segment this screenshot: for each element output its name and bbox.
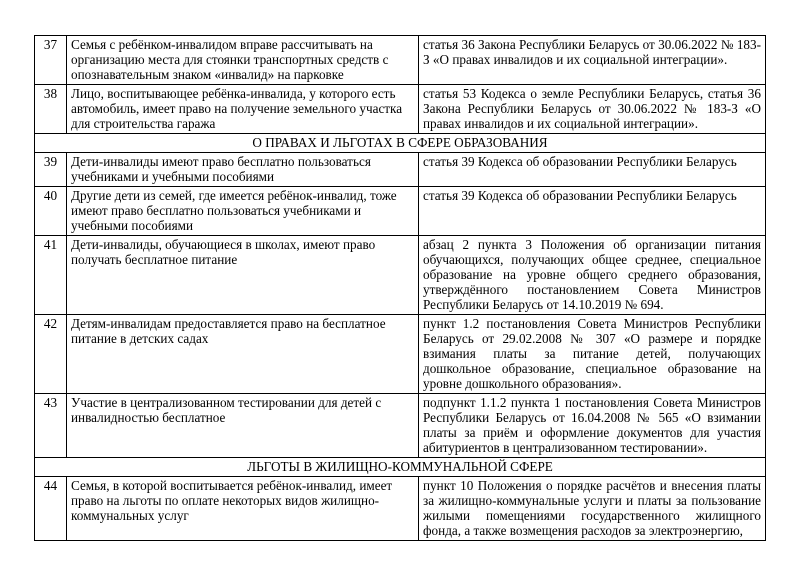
row-legal-basis: подпункт 1.1.2 пункта 1 постановления Совета Министров Республики Беларусь от 16.04.2008 № 565 «О взимании платы за приём и оформление документов для участия абитуриентов в централизованном тестировании». (419, 394, 766, 458)
table-row (35, 394, 766, 458)
row-legal-basis: статья 36 Закона Республики Беларусь от 30.06.2022 № 183-З «О правах инвалидов и их социальной интеграции». (419, 36, 766, 85)
row-number: 39 (35, 153, 67, 187)
table-row (35, 315, 766, 394)
table-row (35, 85, 766, 134)
row-legal-basis: статья 39 Кодекса об образовании Республики Беларусь (419, 187, 766, 236)
row-description: Дети-инвалиды имеют право бесплатно пользоваться учебниками и учебными пособиями (67, 153, 419, 187)
legal-table (34, 35, 766, 541)
row-legal-basis: абзац 2 пункта 3 Положения об организации питания обучающихся, получающих общее среднее, специальное образование на уровне общего среднего образования, утверждённого постановлением Совета Министров Республики Беларусь от 14.10.2019 № 694. (419, 236, 766, 315)
row-legal-basis: статья 53 Кодекса о земле Республики Беларусь, статья 36 Закона Республики Беларусь от 30.06.2022 № 183-З «О правах инвалидов и их социальной интеграции». (419, 85, 766, 134)
table-row (35, 477, 766, 541)
row-number: 43 (35, 394, 67, 458)
row-description: Детям-инвалидам предоставляется право на бесплатное питание в детских садах (67, 315, 419, 394)
row-description: Лицо, воспитывающее ребёнка-инвалида, у которого есть автомобиль, имеет право на получение земельного участка для строительства гаража (67, 85, 419, 134)
row-description: Семья с ребёнком-инвалидом вправе рассчитывать на организацию места для стоянки транспортных средств с опознавательным знаком «инвалид» на парковке (67, 36, 419, 85)
row-number: 42 (35, 315, 67, 394)
table-row (35, 187, 766, 236)
row-description: Участие в централизованном тестировании для детей с инвалидностью бесплатное (67, 394, 419, 458)
row-number: 40 (35, 187, 67, 236)
section-header-row (35, 458, 766, 477)
row-legal-basis: статья 39 Кодекса об образовании Республики Беларусь (419, 153, 766, 187)
row-legal-basis: пункт 10 Положения о порядке расчётов и внесения платы за жилищно-коммунальные услуги и платы за пользование жилыми помещениями государственного жилищного фонда, а также возмещения расходов за электроэнергию, (419, 477, 766, 541)
row-number: 38 (35, 85, 67, 134)
section-title: О ПРАВАХ И ЛЬГОТАХ В СФЕРЕ ОБРАЗОВАНИЯ (35, 134, 766, 153)
row-description: Дети-инвалиды, обучающиеся в школах, имеют право получать бесплатное питание (67, 236, 419, 315)
row-description: Семья, в которой воспитывается ребёнок-инвалид, имеет право на льготы по оплате некоторых видов жилищно-коммунальных услуг (67, 477, 419, 541)
row-legal-basis: пункт 1.2 постановления Совета Министров Республики Беларусь от 29.02.2008 № 307 «О размере и порядке взимания платы за питание детей, получающих дошкольное образование, специальное образование на уровне дошкольного образования». (419, 315, 766, 394)
row-description: Другие дети из семей, где имеется ребёнок-инвалид, тоже имеют право бесплатно пользоваться учебниками и учебными пособиями (67, 187, 419, 236)
section-header-row (35, 134, 766, 153)
row-number: 41 (35, 236, 67, 315)
table-row (35, 236, 766, 315)
row-number: 44 (35, 477, 67, 541)
table-row (35, 153, 766, 187)
row-number: 37 (35, 36, 67, 85)
table-row (35, 36, 766, 85)
section-title: ЛЬГОТЫ В ЖИЛИЩНО-КОММУНАЛЬНОЙ СФЕРЕ (35, 458, 766, 477)
